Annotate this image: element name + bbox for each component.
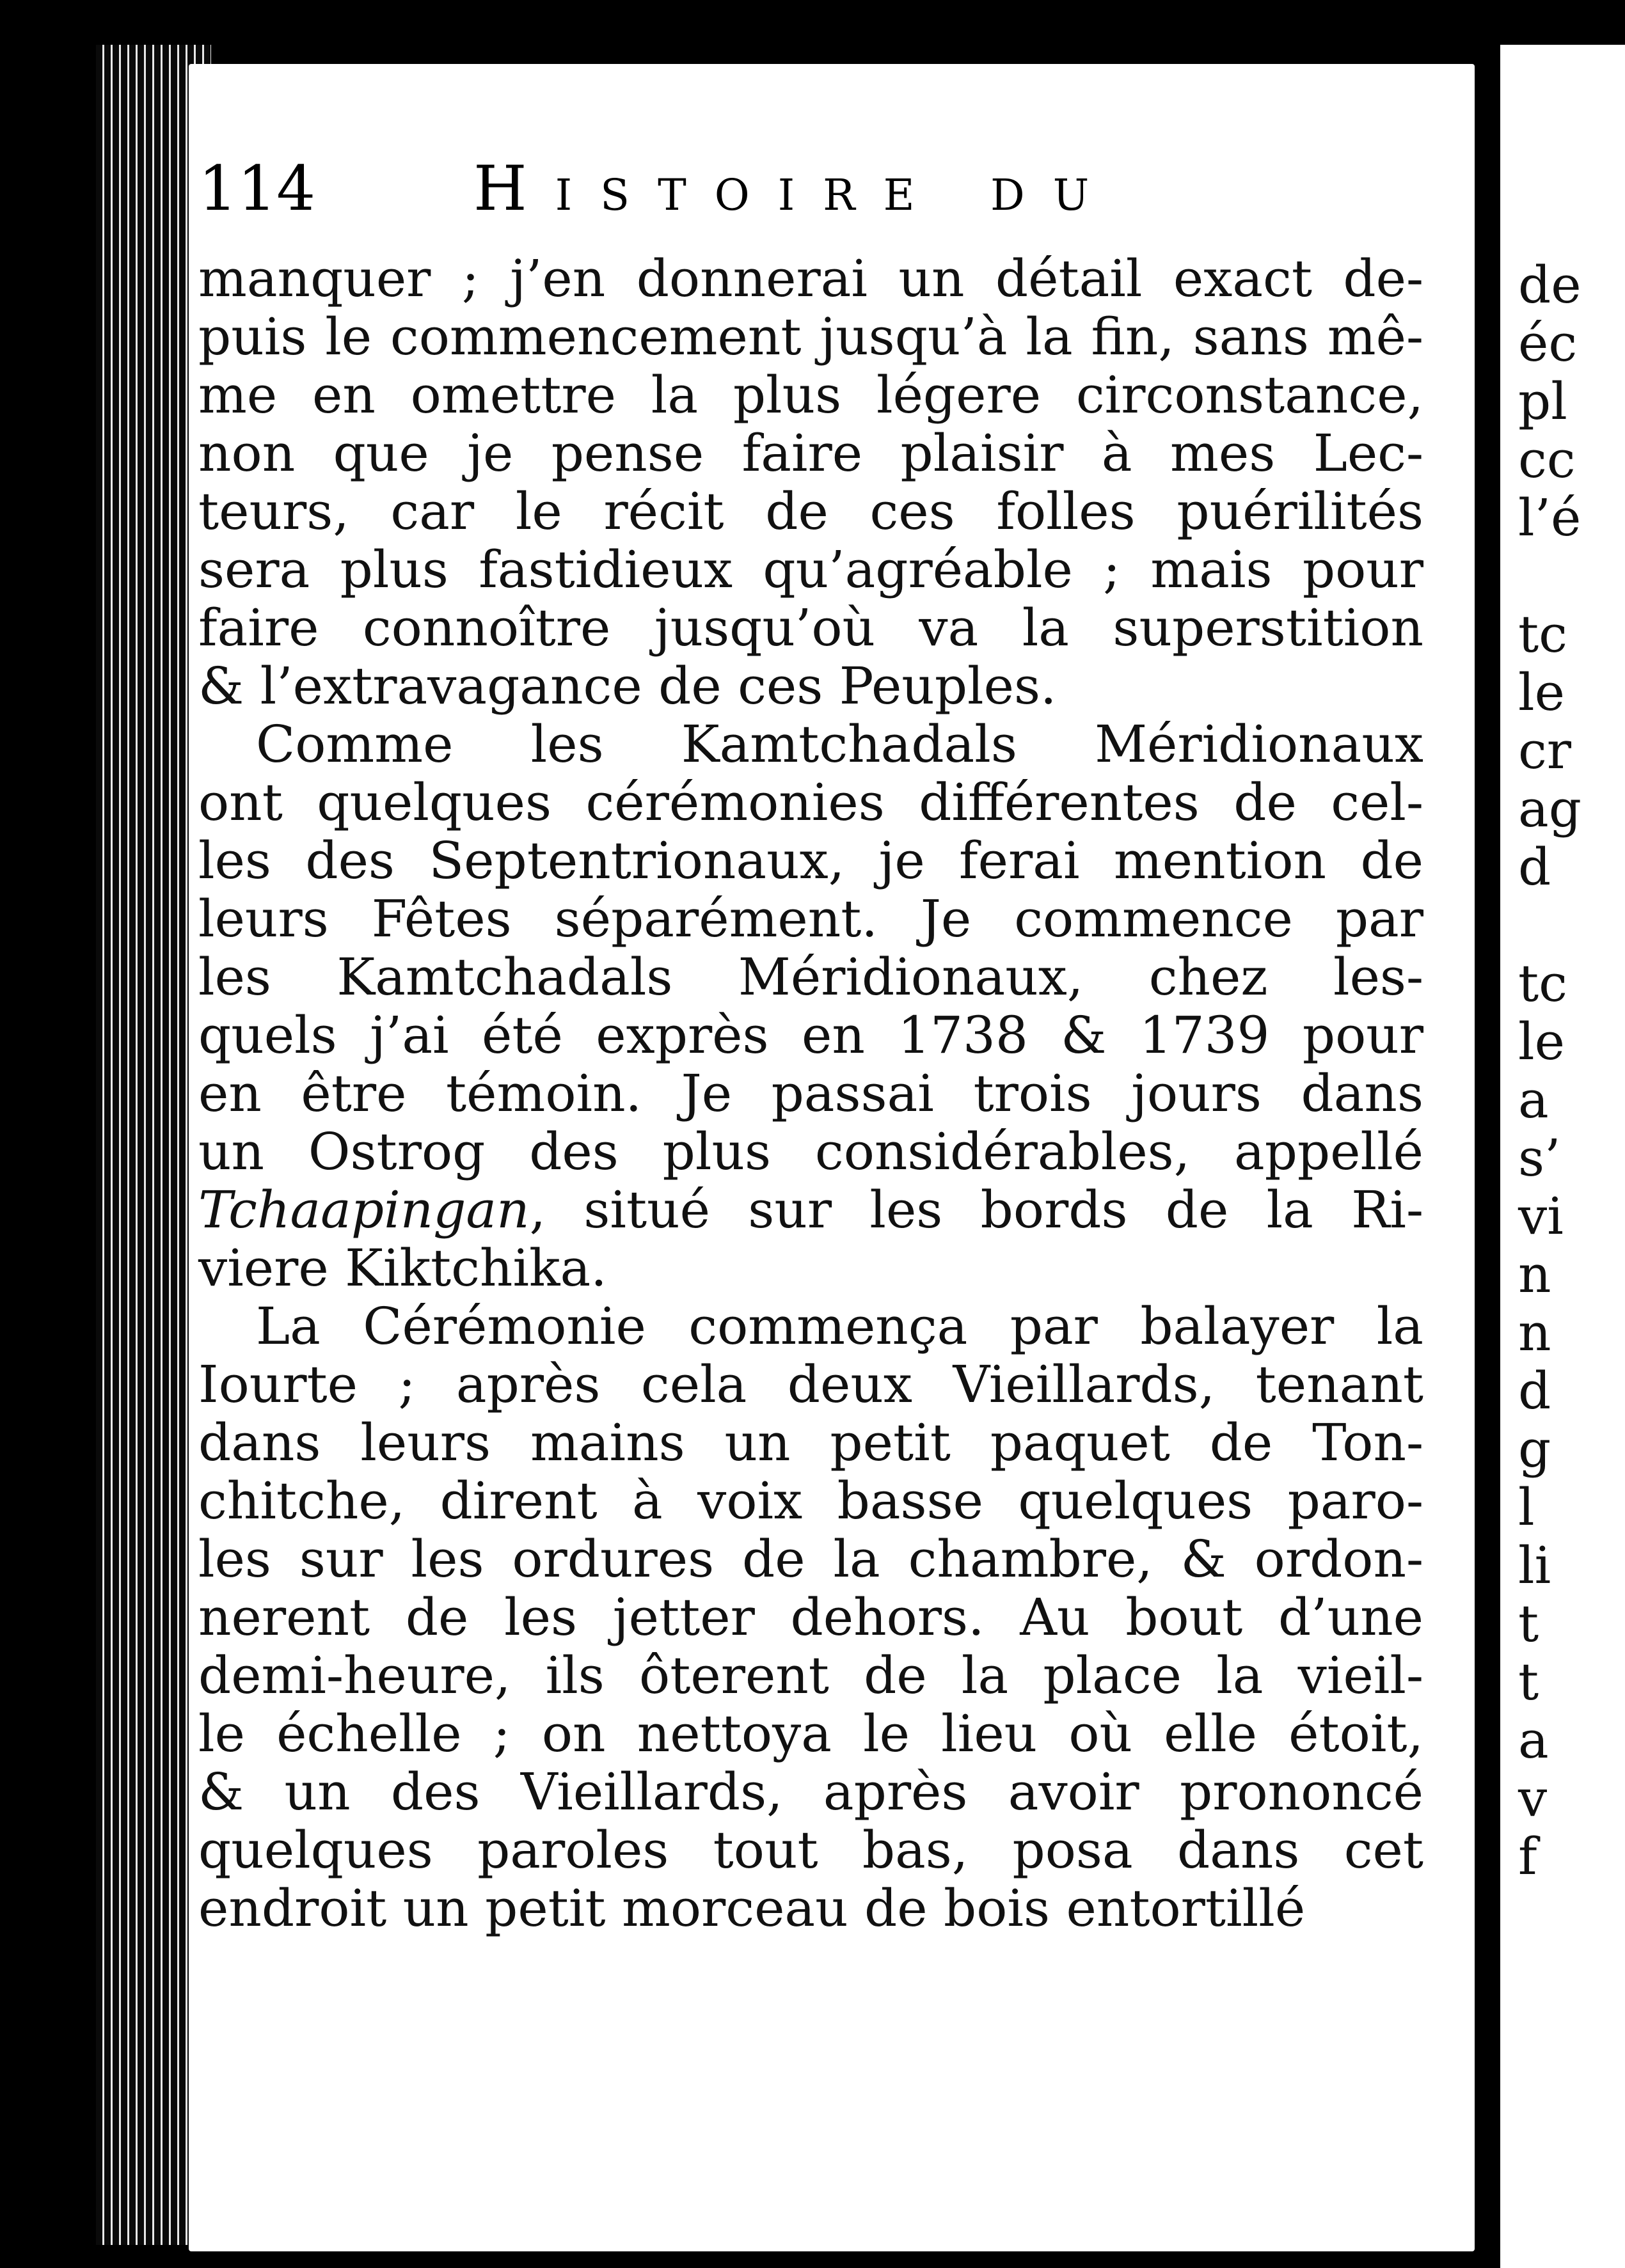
- text-line: en être témoin. Je passai trois jours dans: [198, 1064, 1423, 1123]
- facing-page-fragment: d: [1518, 1361, 1551, 1421]
- facing-page-fragment: a: [1518, 1710, 1549, 1770]
- page-header: [198, 131, 1286, 246]
- text-line: les Kamtchadals Méridionaux, chez les-: [198, 947, 1423, 1007]
- text-line: endroit un petit morceau de bois entortillé: [198, 1878, 1306, 1938]
- text-line: teurs, car le récit de ces folles puérilités: [198, 482, 1423, 541]
- text-line: Tchaapingan, situé sur les bords de la Ri-: [198, 1180, 1423, 1240]
- text-line: manquer ; j’en donnerai un détail exact de-: [198, 249, 1423, 308]
- facing-page: [1500, 45, 1625, 2268]
- facing-page-fragment: [1500, 547, 1625, 605]
- facing-page-text: [1500, 256, 1625, 1886]
- text-line: dans leurs mains un petit paquet de Ton-: [198, 1413, 1423, 1472]
- body-text: [198, 249, 1423, 1937]
- facing-page-fragment: g: [1518, 1419, 1551, 1479]
- facing-page-fragment: vi: [1518, 1186, 1564, 1246]
- facing-page-fragment: f: [1518, 1827, 1537, 1886]
- facing-page-fragment: d: [1518, 837, 1551, 897]
- text-line: Iourte ; après cela deux Vieillards, tenant: [198, 1355, 1423, 1414]
- paragraph: [198, 1297, 1423, 1937]
- facing-page-fragment: éc: [1518, 313, 1578, 373]
- facing-page-fragment: v: [1518, 1768, 1548, 1828]
- facing-page-fragment: pl: [1518, 372, 1567, 431]
- facing-page-fragment: ag: [1518, 779, 1581, 839]
- text-line: nerent de les jetter dehors. Au bout d’une: [198, 1587, 1423, 1647]
- facing-page-fragment: tc: [1518, 954, 1567, 1013]
- text-line: Comme les Kamtchadals Méridionaux: [256, 714, 1423, 774]
- facing-page-fragment: [1500, 896, 1625, 954]
- facing-page-fragment: de: [1518, 255, 1581, 315]
- text-line: les des Septentrionaux, je ferai mention de: [198, 831, 1423, 890]
- paragraph: [198, 249, 1423, 715]
- text-line: sera plus fastidieux qu’agréable ; mais pour: [198, 540, 1423, 599]
- facing-page-fragment: cc: [1518, 430, 1576, 489]
- text-line: leurs Fêtes séparément. Je commence par: [198, 889, 1423, 949]
- text-line: me en omettre la plus légere circonstance,: [198, 365, 1423, 425]
- facing-page-fragment: cr: [1518, 721, 1572, 780]
- paragraph: [198, 715, 1423, 1297]
- text-line: les sur les ordures de la chambre, & ordon-: [198, 1529, 1423, 1589]
- facing-page-fragment: li: [1518, 1536, 1551, 1595]
- book-gutter: [1475, 26, 1500, 2268]
- text-line: & un des Vieillards, après avoir prononcé: [198, 1762, 1423, 1822]
- text-line: & l’extravagance de ces Peuples.: [198, 656, 1057, 716]
- text-line: ont quelques cérémonies différentes de cel-: [198, 773, 1423, 832]
- facing-page-fragment: le: [1518, 1012, 1565, 1071]
- text-line: La Cérémonie commença par balayer la: [256, 1296, 1423, 1356]
- facing-page-fragment: t: [1518, 1652, 1539, 1712]
- text-line: non que je pense faire plaisir à mes Lec-: [198, 423, 1423, 483]
- facing-page-fragment: t: [1518, 1594, 1539, 1653]
- text-line: demi-heure, ils ôterent de la place la vieil-: [198, 1646, 1423, 1705]
- facing-page-fragment: l: [1518, 1477, 1535, 1537]
- text-line: quelques paroles tout bas, posa dans cet: [198, 1820, 1423, 1880]
- facing-page-fragment: s’: [1518, 1128, 1561, 1188]
- text-line: faire connoître jusqu’où va la superstition: [198, 598, 1423, 658]
- text-line: le échelle ; on nettoya le lieu où elle étoit,: [198, 1704, 1423, 1763]
- text-line: un Ostrog des plus considérables, appellé: [198, 1122, 1423, 1181]
- page-number: 114: [198, 153, 316, 224]
- facing-page-fragment: a: [1518, 1070, 1549, 1130]
- facing-page-fragment: le: [1518, 663, 1565, 722]
- text-line: chitche, dirent à voix basse quelques paro-: [198, 1471, 1423, 1531]
- running-head: Histoire du: [473, 153, 1118, 224]
- facing-page-fragment: n: [1518, 1245, 1551, 1304]
- text-line: puis le commencement jusqu’à la fin, sans mê-: [198, 307, 1423, 366]
- facing-page-fragment: l’é: [1518, 488, 1581, 547]
- facing-page-fragment: tc: [1518, 604, 1567, 664]
- facing-page-fragment: n: [1518, 1303, 1551, 1362]
- text-line: quels j’ai été exprès en 1738 & 1739 pour: [198, 1005, 1423, 1065]
- text-line: viere Kiktchika.: [198, 1238, 607, 1298]
